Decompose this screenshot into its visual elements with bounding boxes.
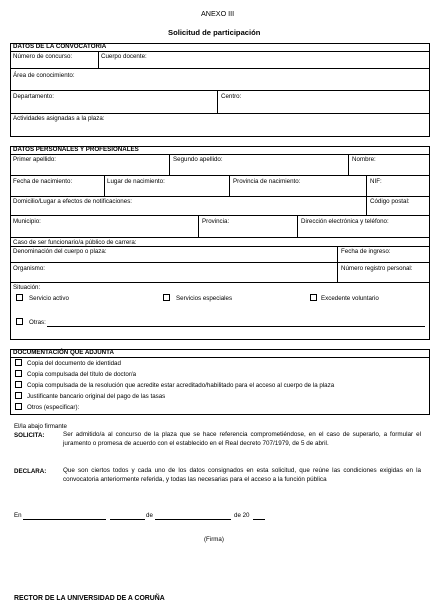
- centro-label: Centro:: [221, 93, 242, 100]
- nombre-label: Nombre:: [352, 156, 376, 163]
- departamento-label: Departamento:: [13, 93, 54, 100]
- doc-identidad-checkbox[interactable]: [15, 359, 22, 366]
- declara-label: DECLARA:: [14, 468, 47, 475]
- form-title: Solicitud de participación: [168, 28, 261, 37]
- doc-titulo-label: Copia compulsada del título de doctor/a: [27, 371, 137, 378]
- lugar-nacimiento-label: Lugar de nacimiento:: [107, 178, 165, 185]
- solicita-text: Ser admitido/a al concurso de la plaza que se hace referencia comprometiéndose, en el caso de superarlo, a formular el juramento o promesa de acuerdo con el establecido en el Real decreto 707/1979, de 5 de abril.: [63, 431, 421, 447]
- area-label: Área de conocimiento:: [13, 72, 75, 79]
- cuerpo-docente-label: Cuerpo docente:: [101, 53, 147, 60]
- documentacion-heading: DOCUMENTACIÓN QUE ADJUNTA: [13, 349, 114, 356]
- nif-label: NIF:: [370, 178, 382, 185]
- provincia-nacimiento-label: Provincia de nacimiento:: [233, 178, 301, 185]
- codigo-postal-label: Código postal:: [370, 198, 410, 205]
- otras-checkbox[interactable]: [16, 318, 23, 325]
- anio-input-line[interactable]: [253, 519, 265, 520]
- solicita-label: SOLICITA:: [14, 432, 45, 439]
- dia-input-line[interactable]: [110, 519, 145, 520]
- rector-label: RECTOR DE LA UNIVERSIDAD DE A CORUÑA: [14, 595, 165, 602]
- caso-funcionario-label: Caso de ser funcionario/a público de carrera:: [13, 239, 137, 246]
- servicios-especiales-label: Servicios especiales: [176, 295, 233, 302]
- provincia-label: Provincia:: [202, 218, 230, 225]
- denominacion-cuerpo-label: Denominación del cuerpo o plaza:: [13, 248, 107, 255]
- municipio-label: Municipio:: [13, 218, 41, 225]
- mes-input-line[interactable]: [155, 519, 231, 520]
- doc-resolucion-checkbox[interactable]: [15, 381, 22, 388]
- doc-titulo-checkbox[interactable]: [15, 370, 22, 377]
- numero-registro-label: Número registro personal:: [341, 265, 413, 272]
- de1-label: de: [146, 512, 153, 519]
- en-label: En: [14, 512, 22, 519]
- doc-justificante-label: Justificante bancario original del pago de las tasas: [27, 393, 166, 400]
- personales-heading: DATOS PERSONALES Y PROFESIONALES: [13, 146, 139, 153]
- doc-resolucion-label: Copia compulsada de la resolución que acredite estar acreditado/habilitado para el acceso al cuerpo de la plaza: [27, 382, 335, 389]
- numero-concurso-label: Número de concurso:: [13, 53, 73, 60]
- servicio-activo-checkbox[interactable]: [16, 294, 23, 301]
- fecha-nacimiento-label: Fecha de nacimiento:: [13, 178, 73, 185]
- servicio-activo-label: Servicio activo: [29, 295, 69, 302]
- de2-label: de 20: [234, 512, 250, 519]
- direccion-electronica-label: Dirección electrónica y teléfono:: [301, 218, 389, 225]
- doc-otros-label: Otros (especificar):: [27, 404, 80, 411]
- servicios-especiales-checkbox[interactable]: [163, 294, 170, 301]
- otras-input-line[interactable]: [47, 326, 425, 327]
- organismo-label: Organismo:: [13, 265, 45, 272]
- actividades-label: Actividades asignadas a la plaza:: [13, 115, 105, 122]
- primer-apellido-label: Primer apellido:: [13, 156, 56, 163]
- situacion-label: Situación:: [13, 284, 41, 291]
- excedente-label: Excedente voluntario: [321, 295, 379, 302]
- otras-label: Otras:: [29, 319, 46, 326]
- declara-text: Que son ciertos todos y cada uno de los datos consignados en esta solicitud, que reúne las condiciones exigidas en la convocatoria anteriormente referida, y todas las necesarias para el acceso a la función pública: [63, 467, 421, 483]
- doc-identidad-label: Copia del documento de identidad: [27, 360, 121, 367]
- doc-justificante-checkbox[interactable]: [15, 392, 22, 399]
- excedente-checkbox[interactable]: [310, 294, 317, 301]
- lugar-input-line[interactable]: [23, 519, 106, 520]
- firmante-label: El/la abajo firmante: [14, 423, 67, 430]
- annex-label: ANEXO III: [201, 9, 235, 18]
- firma-label: (Firma): [204, 536, 224, 543]
- fecha-ingreso-label: Fecha de ingreso:: [341, 248, 391, 255]
- convocatoria-heading: DATOS DE LA CONVOCATORIA: [13, 43, 107, 50]
- domicilio-label: Domicilio/Lugar a efectos de notificaciones:: [13, 198, 133, 205]
- doc-otros-checkbox[interactable]: [15, 403, 22, 410]
- segundo-apellido-label: Segundo apellido:: [173, 156, 223, 163]
